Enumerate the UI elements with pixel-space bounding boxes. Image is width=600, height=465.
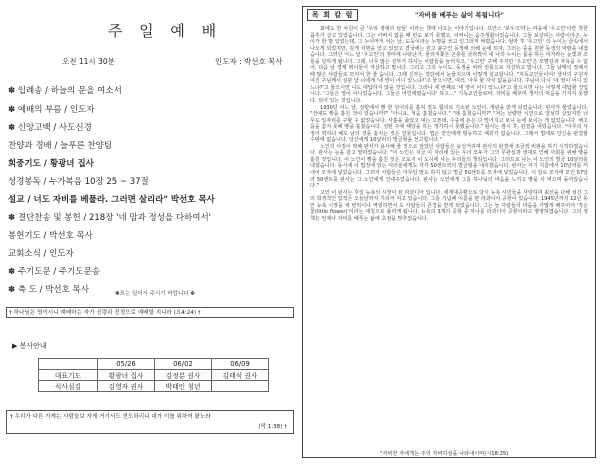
standing-note: ✽표는 일어서 주시기 바랍니다 ✽ — [115, 291, 195, 297]
order-item: 설교 / 너도 자비를 베풀라. 그러면 살리라" 박선호 목사 — [8, 195, 215, 205]
table-cell: 06/09 — [212, 359, 269, 370]
service-heading — [12, 341, 47, 351]
order-item: 성경봉독 / 누가복음 10장 25 ~ 37절 — [8, 177, 149, 187]
column-body — [310, 26, 588, 222]
mission-verse-text: † 우리가 다른 가게는 사람들보 자게 거기서도 전도하리니 내가 이를 위하여 왔노라 — [10, 414, 211, 420]
column-paragraph: 1930년 어느 날, 성탄에서 빵 한 덩어리를 훔쳐 절도 혐의로 기소된 노인이, 재판을 받게 되었습니다. 판사가 물었습니다. "전에도 빵을 훔친 적이 있습니까?" "아니요, 처음 훔쳤습니다." "왜 훔쳤습니까?" "저는 선량한 시민으로 열심히 살았지만 너무도 일자리를 구할 수 없었습니다. 사흘을 굶었고 내는 고픈데, 수중에 돈은 다 떨어지고 보니 눈에 보이는 게 없었습니다. 배고픔을 참지 못해 빵을 훔쳤습니다. 성탄 주에 해당을 하는 생각하시 못했습니다." 판사는 잠시 후, 판결을 내렸습니다. "아무리 사정이 딱하다 해도 남의 것을 훔치는 것은 잘못입니다. 법은 만인에게 평등하고 예외가 없습니다. 그래서 법대로 당신을 판결할 수밖에 없습니다. 당신에게 10달러의 벌금형을 선고합니다." — [310, 104, 588, 144]
order-item: ✽ 축 도 / 박선호 목사 — [8, 285, 89, 295]
order-item: ✽ 신앙고백 / 사도신경 — [8, 123, 92, 133]
order-item: ✽ 주기도문 / 주기도문송 — [8, 267, 100, 277]
service-leader: 인도자 : 박선호 목사 — [215, 57, 283, 66]
mission-verse-ref: (막 1:38) † — [258, 424, 287, 430]
table-cell — [39, 359, 98, 370]
table-cell: 김태식 권사 — [212, 370, 269, 381]
column-paragraph: 최에도 한 차원이 큰 '우리 생애의 날들' 이라는 책에 나오는 이야기입니다. 프란스 '보우크'라는 마을에 '우고린'이란 착한 꼽추가 살고 있었습니다. 그는 아버지 없을 때 빈도 보기 못했고, 어머니는 음주생활이었습니다. 그들 보살피는 사람이라곤, 누이가 한 명 있었는데, 그 누이마저 어는 날, 도둑이라는 누명을 쓰고 일그러저 버렸습니다. 엄마 후 '우고린' 의 누이는 끌속에서 나오게 되었지만, 깊게 치명을 얻고 있었고 결국에는 원고 불구인 동생에 의해 눈에 되자, 그러는 중을 원한 동생의 악랄을 대접습니다. 그러던 어느 날 '우고린'의 정미에 나타난가, 물러져쫓은 곤충들 골라짝이 네 나의 누이는 몸을 하는 여자라는 눈빛과 조롱을 당하게 됩니다. 그래, 너무 많은 진부가 하셔는 사람들을 눌러지고, '우고린' 구해 주지만 '우고린'은 모멸감과 자욕을 수 없어, 다음 날 경제 벽이들어 자살하고 맙니다. 그리고 그의 누이도, 동생을 따라 전통으로 자살하고 맙니다. 그들 남매의 장례식 때 많은 사람들로 모여서 한 줄 습니다. 그때 신부는 강단에서 눈물지으며 이렇게 설교합니다. "지독교인들이여! 생사의 구원자여진 주님께서 심판 날 너에게 '네 영이 어디 있느냐?'고 물으시면, 여러, 아무 할 자식 없을옵니다. 주님이 다시 '네 영이 어디 있느냐?'고 물으시면 나도 대답하지 않을 것입니다. 그러나 세 번째로 '네 영이 어디 있느냐?'고 물으시면 나는 이렇게 대답할 것입니다. '그들은 영이 아니었습니다. 그들은 어린애였습니다' 하고…" 기독교인들로써, 자비를 베푸며 생각의 마음을 가지지 못했다. 되어 있는 것입니다. — [310, 26, 588, 105]
table-cell — [212, 381, 269, 392]
table-cell: 박태인 청년 — [155, 381, 212, 392]
column-title: "자비를 베푸는 삶이 복됩니다" — [415, 11, 504, 19]
column-paragraph: 고인 이 판사는 후일 뉴욕의 시장이 된 라과디아 입니다. 세계대공황으로 당시 뉴욕 시민들을 사랑하며 최선을 다해 섬긴 그의 희생적인 업적은 오늘날까지 기리어 지고 있습니다. 그를 기념해 이름을 딴 라과디아 공항이 있습니다. 1945년까지 12년 동안 뉴욕 시장을 세 번씩이나 역임하면서 도 사람들의 존경을 받게 되었습니다. 그는 늘 사람들의 마음을 가볍게 해주어서 '작은 꽃(little flower)'이라는 애칭으로 불리게 됩니다. 뉴욕의 3개의 공항 중 하나를 라과디아 공항이라고 명명하였습니다. 그의 정책은 언제나 자비를 베푸는 삶에 초점을 맞추었습니다. — [310, 189, 588, 222]
order-item: 회중기도 / 황광녀 집사 — [8, 159, 94, 169]
order-item: 교회소식 / 인도자 — [8, 249, 74, 259]
column-tag: 목 회 칼 럼 — [307, 9, 358, 21]
service-heading-label: 봉사안내 — [19, 342, 47, 350]
column-verse: "자비한 자에게는 주의 자비하심을 나타내시며(시18:25) — [380, 451, 509, 457]
table-cell: 05/26 — [98, 359, 155, 370]
order-item: 찬양과 경배 / 늘푸른 찬양팀 — [8, 141, 112, 151]
table-cell: 김정분 권사 — [155, 370, 212, 381]
service-table — [38, 358, 269, 392]
order-item: ✽ 결단찬송 및 봉헌 / 218장 '네 맘과 정성을 다하여서' — [8, 213, 211, 223]
order-item: ✽ 입례송 / 하늘의 문을 여소서 — [8, 86, 122, 96]
page-title: 주 일 예 배 — [107, 22, 223, 40]
service-time: 오전 11시 30분 — [62, 57, 115, 66]
table-cell: 06/02 — [155, 359, 212, 370]
table-cell: 황광녀 집사 — [98, 370, 155, 381]
table-row — [39, 370, 269, 381]
table-cell: 대표기도 — [39, 370, 98, 381]
bullet-icon: ▶ — [12, 342, 20, 350]
mission-verse-box — [6, 410, 294, 434]
scripture-box: † 하나님은 영이시니 예배하는 자가 신령과 진정으로 예배할 지니라 (요4:24) † — [6, 307, 294, 318]
column-paragraph: 노인의 사정이 딱해 판사가 용서해 줄 것으로 알았던 사람들은 웅성거리며 판사의 판결에 조금씩 비판을 하기 시작하였습니다. 판사는 눈을 감고 말하였습니다. "이 노인은 지금 이 자리에 있는 우리 모두가 그의 무관심과 냉대로 인해 사회를 위해 빵을 훔친 것입니다. 이 노인이 빵을 훔친 것은 오로지 이 도시에 사는 우리들의 책임입니다. 그러므로 나는 이 노인의 벌금 10달러를 내겠습니다. 동시에 이 법정에 있는 여러분에게도 각각 50센트씩의 벌금형을 내리겠습니다. 판사는 자기 지갑에서 10달러를 꺼내어 모자에 넣었습니다. 그러자 사람들은 아무런 말도 하지 않고 벌금 50센트를 모자에 넣었습니다. 이 일로 모자에 모인 57달러 50센트를 판사는 그 노인에게 건네주었습니다. 판사는 노인에게 그를 하나님의 마음을 느끼고 빵을 사 먹으며 돌아갔습니다." — [310, 143, 588, 190]
table-cell: 김영자 권사 — [98, 381, 155, 392]
table-row — [39, 359, 269, 370]
order-item: 봉헌기도 / 박선호 목사 — [8, 231, 93, 241]
order-item: ✽ 예배의 부름 / 인도자 — [8, 105, 95, 115]
table-row — [39, 381, 269, 392]
table-cell: 식사섬김 — [39, 381, 98, 392]
